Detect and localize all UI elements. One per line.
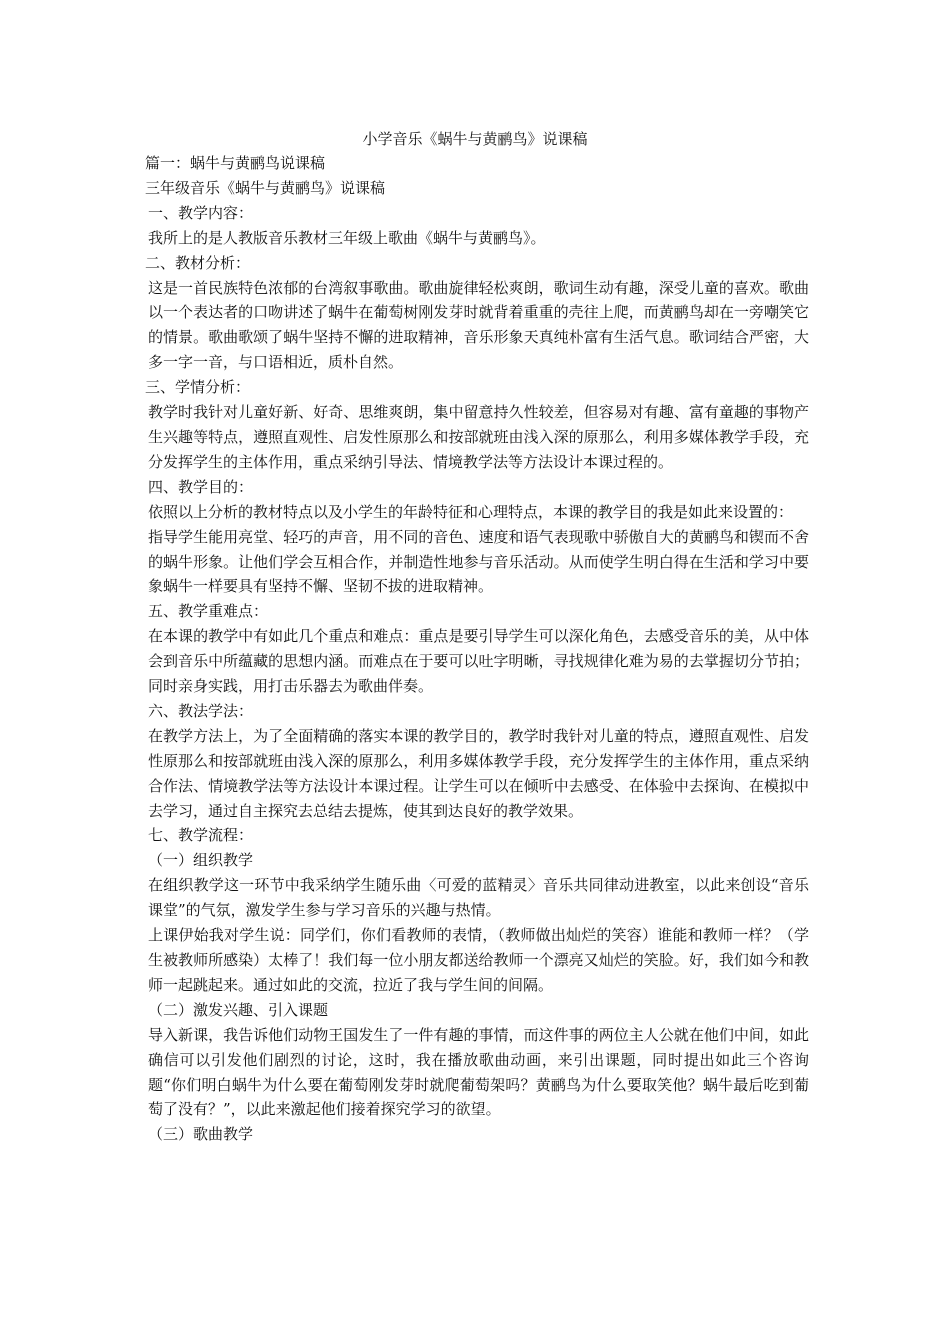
- section-heading-methods: 六、教法学法：: [148, 701, 254, 720]
- paragraph-goals-intro: 依照以上分析的教材特点以及小学生的年龄特征和心理特点，本课的教学目的我是如此来设置的：: [148, 502, 794, 521]
- paragraph-subtitle: 三年级音乐《蜗牛与黄鹂鸟》说课稿: [145, 178, 386, 197]
- paragraph-introduce: 导入新课，我告诉他们动物王国发生了一件有趣的事情，而这件事的两位主人公就在他们中间，如此确信可以引发他们剧烈的讨论，这时，我在播放歌曲动画，来引出课题，同时提出如此三个咨询题“你们明白蜗牛为什么要在葡萄刚发芽时就爬葡萄架吗？黄鹂鸟为什么要取笑他？蜗牛最后吃到葡萄了没有？”，以此来激起他们接着探究学习的欲望。: [148, 1025, 809, 1119]
- section-heading-process: 七、教学流程：: [148, 826, 254, 845]
- paragraph-students: 教学时我针对儿童好新、好奇、思维爽朗，集中留意持久性较差，但容易对有趣、富有童趣的事物产生兴趣等特点，遵照直观性、启发性原那么和按部就班由浅入深的原那么，利用多媒体教学手段，充分发挥学生的主体作用，重点采纳引导法、情境教学法等方法设计本课过程的。: [148, 403, 809, 471]
- subsection-heading-introduce: （二）激发兴趣、引入课题: [148, 1000, 329, 1019]
- section-heading-key-points: 五、教学重难点：: [148, 602, 269, 621]
- paragraph-organize: 在组织教学这一环节中我采纳学生随乐曲〈可爱的蓝精灵〉音乐共同律动进教室，以此来创设“音乐课堂”的气氛，激发学生参与学习音乐的兴趣与热情。: [148, 876, 809, 920]
- paragraph-opening: 上课伊始我对学生说：同学们，你们看教师的表情，（教师做出灿烂的笑容）谁能和教师一样？（学生被教师所感染）太棒了！我们每一位小朋友都送给教师一个漂亮又灿烂的笑脸。好，我们如今和教师一起跳起来。通过如此的交流，拉近了我与学生间的间隔。: [148, 926, 809, 994]
- paragraph-key-points: 在本课的教学中有如此几个重点和难点：重点是要引导学生可以深化角色，去感受音乐的美，从中体会到音乐中所蕴藏的思想内涵。而难点在于要可以吐字明晰，寻找规律化难为易的去掌握切分节拍；同时亲身实践，用打击乐器去为歌曲伴奏。: [148, 627, 809, 696]
- paragraph-part-heading: 篇一：蜗牛与黄鹂鸟说课稿: [145, 154, 326, 172]
- paragraph-goals: 指导学生能用亮堂、轻巧的声音，用不同的音色、速度和语气表现歌中骄傲自大的黄鹂鸟和锲而不舍的蜗牛形象。让他们学会互相合作，并制造性地参与音乐活动。从而使学生明白得在生活和学习中要象蜗牛一样要具有坚持不懈、坚韧不拔的进取精神。: [148, 527, 809, 596]
- section-heading-material: 二、教材分析：: [145, 253, 251, 272]
- subsection-heading-organize: （一）组织教学: [148, 851, 254, 870]
- document-title: 小学音乐《蜗牛与黄鹂鸟》说课稿: [362, 130, 588, 148]
- section-heading-content: 一、教学内容：: [148, 203, 254, 222]
- paragraph-methods: 在教学方法上，为了全面精确的落实本课的教学目的，教学时我针对儿童的特点，遵照直观性、启发性原那么和按部就班由浅入深的原那么，利用多媒体教学手段，充分发挥学生的主体作用，重点采纳合作法、情境教学法等方法设计本课过程。让学生可以在倾听中去感受、在体验中去探询、在模拟中去学习，通过自主探究去总结去提炼，使其到达良好的教学效果。: [148, 726, 809, 820]
- document-body: [145, 151, 809, 1147]
- paragraph-material: 这是一首民族特色浓郁的台湾叙事歌曲。歌曲旋律轻松爽朗，歌词生动有趣，深受儿童的喜欢。歌曲以一个表达者的口吻讲述了蜗牛在葡萄树刚发芽时就背着重重的壳往上爬，而黄鹂鸟却在一旁嘲笑它的情景。歌曲歌颂了蜗牛坚持不懈的进取精神，音乐形象天真纯朴富有生活气息。歌词结合严密，大多一字一音，与口语相近，质朴自然。: [148, 278, 809, 372]
- section-heading-goals: 四、教学目的：: [148, 477, 254, 496]
- section-heading-students: 三、学情分析：: [145, 378, 251, 397]
- paragraph-content: 我所上的是人教版音乐教材三年级上歌曲《蜗牛与黄鹂鸟》。: [148, 228, 546, 247]
- subsection-heading-song-teaching: （三）歌曲教学: [148, 1125, 254, 1144]
